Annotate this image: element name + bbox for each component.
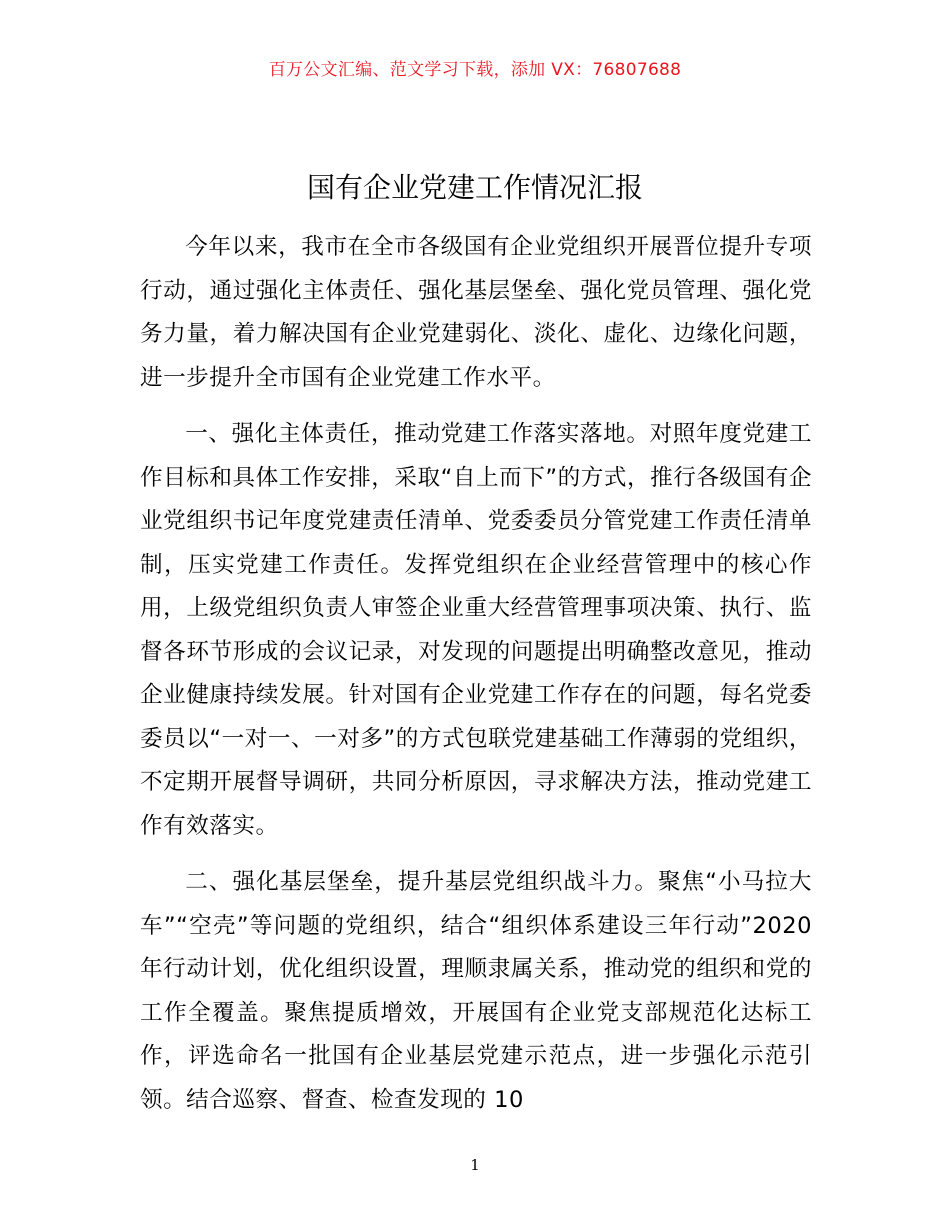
page-number: 1 [470,1156,480,1174]
document-body [140,226,812,1135]
paragraph-section-1: 一、强化主体责任，推动党建工作落实落地。对照年度党建工作目标和具体工作安排，采取“自上而下”的方式，推行各级国有企业党组织书记年度党建责任清单、党委委员分管党建工作责任清单制，压实党建工作责任。发挥党组织在企业经营管理中的核心作用，上级党组织负责人审签企业重大经营管理事项决策、执行、监督各环节形成的会议记录，对发现的问题提出明确整改意见，推动企业健康持续发展。针对国有企业党建工作存在的问题，每名党委委员以“一对一、一对多”的方式包联党建基础工作薄弱的党组织，不定期开展督导调研，共同分析原因，寻求解决方法，推动党建工作有效落实。 [140,421,812,839]
paragraph-intro: 今年以来，我市在全市各级国有企业党组织开展晋位提升专项行动，通过强化主体责任、强化基层堡垒、强化党员管理、强化党务力量，着力解决国有企业党建弱化、淡化、虚化、边缘化问题，进一步提升全市国有企业党建工作水平。 [140,234,812,391]
document-title: 国有企业党建工作情况汇报 [306,171,643,204]
paragraph-section-2: 二、强化基层堡垒，提升基层党组织战斗力。聚焦“小马拉大车”“空壳”等问题的党组织，结合“组织体系建设三年行动”2020 年行动计划，优化组织设置，理顺隶属关系，推动党的组织和党的工作全覆盖。聚焦提质增效，开展国有企业党支部规范化达标工作，评选命名一批国有企业基层党建示范点，进一步强化示范引领。结合巡察、督查、检查发现的 10 [140,869,812,1113]
header-watermark-note: 百万公文汇编、范文学习下载，添加 VX：76807688 [268,60,682,80]
